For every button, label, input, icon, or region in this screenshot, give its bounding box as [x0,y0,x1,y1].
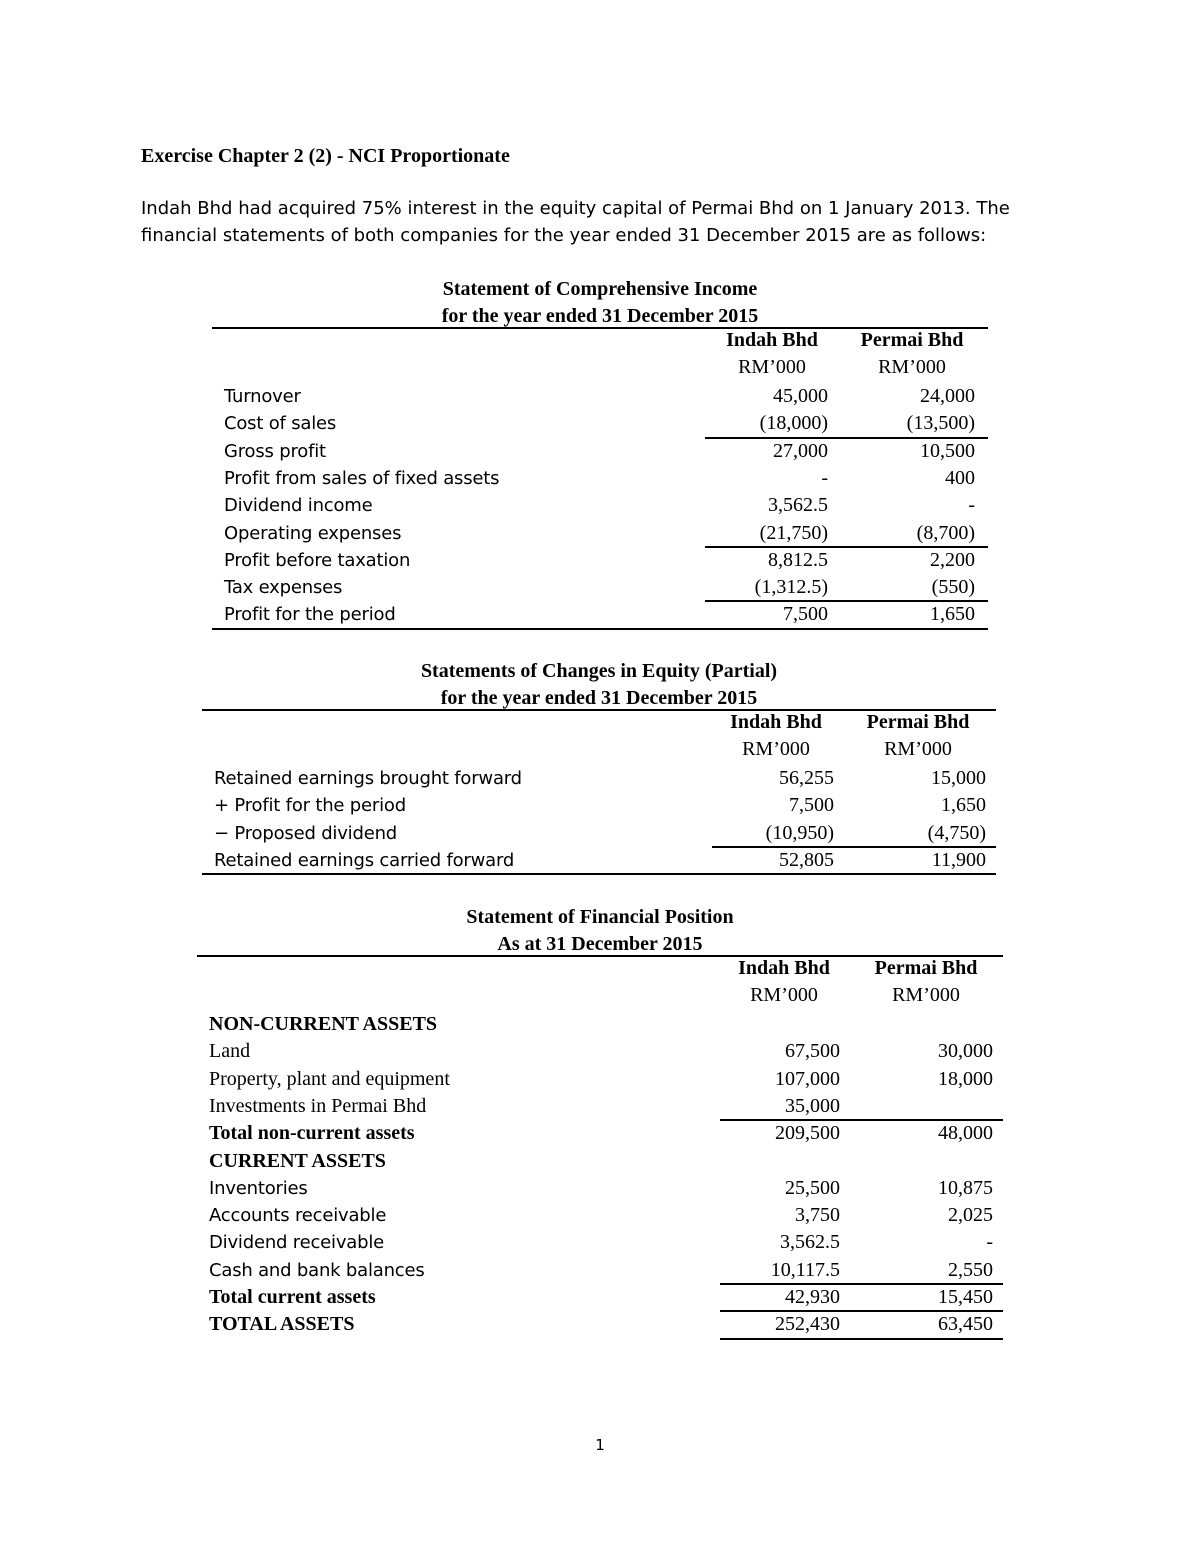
row-label: Cash and bank balances [209,1259,425,1281]
column-header-name: Permai Bhd [860,329,964,351]
table-row [202,820,996,847]
page-number: 1 [595,1436,605,1454]
column-header-name: Permai Bhd [866,711,970,733]
table-row [202,792,996,819]
exercise-title: Exercise Chapter 2 (2) - NCI Proportionate [141,145,510,167]
row-value: 11,900 [931,848,986,871]
row-label: + Profit for the period [214,795,406,817]
row-value: (1,312.5) [754,576,828,599]
table-row [197,1257,1003,1284]
column-header-name: Indah Bhd [730,711,822,733]
row-label: Turnover [224,386,301,407]
row-value: 67,500 [785,1040,840,1063]
column-header-unit: RM’000 [884,738,952,760]
row-value: 18,000 [938,1067,993,1090]
table-subtitle: for the year ended 31 December 2015 [440,687,758,709]
row-label: Gross profit [224,440,326,462]
row-label: Retained earnings carried forward [214,849,515,871]
row-label: Investments in Permai Bhd [209,1094,427,1117]
row-label: Total current assets [209,1286,376,1308]
table-row [197,1202,1003,1229]
row-label: Profit for the period [224,604,396,626]
row-value: 8,812.5 [768,548,828,571]
table-row [197,1011,1003,1038]
row-label: Operating expenses [224,522,402,544]
column-header-name: Indah Bhd [726,329,818,351]
column-header-unit: RM’000 [750,984,818,1006]
row-label: Retained earnings brought forward [214,768,522,789]
row-value: (8,700) [916,521,975,544]
row-value: 63,450 [938,1313,993,1336]
row-value: - [821,466,828,489]
row-value: 1,650 [930,603,975,626]
table-row [212,492,988,519]
table-row [202,847,996,874]
row-value: 35,000 [785,1094,840,1117]
table-subtitle: As at 31 December 2015 [497,933,703,955]
row-label: Inventories [209,1177,308,1199]
subtotal-rule [720,1119,1003,1121]
row-value: 15,450 [938,1286,993,1308]
row-value: 48,000 [938,1122,993,1145]
subtotal-rule [720,1338,1003,1340]
table-row [197,1311,1003,1338]
row-label: Total non-current assets [209,1122,415,1145]
table-row [197,1066,1003,1093]
table-row [197,1229,1003,1256]
row-label: Property, plant and equipment [209,1067,450,1090]
column-header-unit: RM’000 [878,356,946,378]
table-row [197,1148,1003,1175]
column-header-unit: RM’000 [892,984,960,1006]
row-value: 24,000 [920,385,975,407]
table-row [202,765,996,792]
table-row [212,410,988,437]
row-value: 3,562.5 [780,1231,840,1254]
table-title: Statement of Comprehensive Income [442,278,758,300]
row-value: 42,930 [785,1286,840,1308]
table-row [212,574,988,601]
table-row [212,547,988,574]
table-title: Statements of Changes in Equity (Partial) [420,660,778,682]
column-header-name: Permai Bhd [874,957,978,979]
table-title: Statement of Financial Position [466,906,734,928]
row-value: 1,650 [941,794,986,817]
row-value: - [968,494,975,517]
row-value: 45,000 [773,385,828,407]
subtotal-rule [705,600,988,602]
row-value: (4,750) [927,821,986,844]
row-value: 25,500 [785,1176,840,1199]
row-value: 30,000 [938,1040,993,1063]
table-row [197,1038,1003,1065]
row-value: 7,500 [783,603,828,626]
row-value: 52,805 [779,848,834,871]
row-label: Land [209,1040,251,1063]
table-row [212,520,988,547]
table-row [197,1284,1003,1311]
subtotal-rule [712,846,996,848]
table-row [197,1120,1003,1147]
row-value: 2,025 [948,1204,993,1227]
table-row [212,601,988,628]
row-value: (10,950) [765,821,834,844]
table-row [197,1093,1003,1120]
row-label: CURRENT ASSETS [209,1149,386,1172]
table-bottom-rule [202,873,996,875]
row-value: 3,562.5 [768,494,828,517]
column-header-unit: RM’000 [742,738,810,760]
row-label: − Proposed dividend [214,822,398,844]
row-label: Dividend income [224,495,373,517]
table-subtitle: for the year ended 31 December 2015 [441,305,759,327]
row-value: 400 [945,466,975,489]
table-row [212,465,988,492]
intro-paragraph: Indah Bhd had acquired 75% interest in the equity capital of Permai Bhd on 1 January 2013. The financial statements of both companies for the year ended 31 December 2015 are as follows: [141,198,1010,246]
row-label: Accounts receivable [209,1205,387,1227]
row-label: Dividend receivable [209,1232,385,1254]
column-header-unit: RM’000 [738,356,806,378]
row-value: 7,500 [789,794,834,817]
table-row [212,383,988,410]
subtotal-rule [720,1310,1003,1312]
row-value: (18,000) [759,412,828,435]
row-value: 3,750 [795,1204,840,1227]
row-value: (550) [931,576,975,599]
row-label: Profit before taxation [224,549,411,571]
subtotal-rule [720,1283,1003,1285]
row-value: - [986,1231,993,1254]
row-value: 252,430 [775,1313,840,1336]
row-value: 10,500 [920,439,975,462]
column-header-name: Indah Bhd [738,957,830,979]
row-value: 107,000 [775,1067,840,1090]
row-value: 2,550 [948,1258,993,1281]
row-label: TOTAL ASSETS [209,1313,355,1336]
row-label: NON-CURRENT ASSETS [209,1013,438,1035]
subtotal-rule [705,546,988,548]
row-value: 15,000 [931,767,986,789]
table-row [212,438,988,465]
row-label: Profit from sales of fixed assets [224,467,500,489]
row-value: 10,117.5 [770,1258,840,1281]
table-bottom-rule [212,628,988,630]
row-value: (13,500) [906,412,975,435]
table-row [197,1175,1003,1202]
row-value: 27,000 [773,439,828,462]
subtotal-rule [705,437,988,439]
row-label: Tax expenses [224,577,343,599]
row-value: (21,750) [759,521,828,544]
row-value: 10,875 [938,1176,993,1199]
row-label: Cost of sales [224,413,337,435]
row-value: 56,255 [779,767,834,789]
row-value: 2,200 [930,548,975,571]
row-value: 209,500 [775,1122,840,1145]
